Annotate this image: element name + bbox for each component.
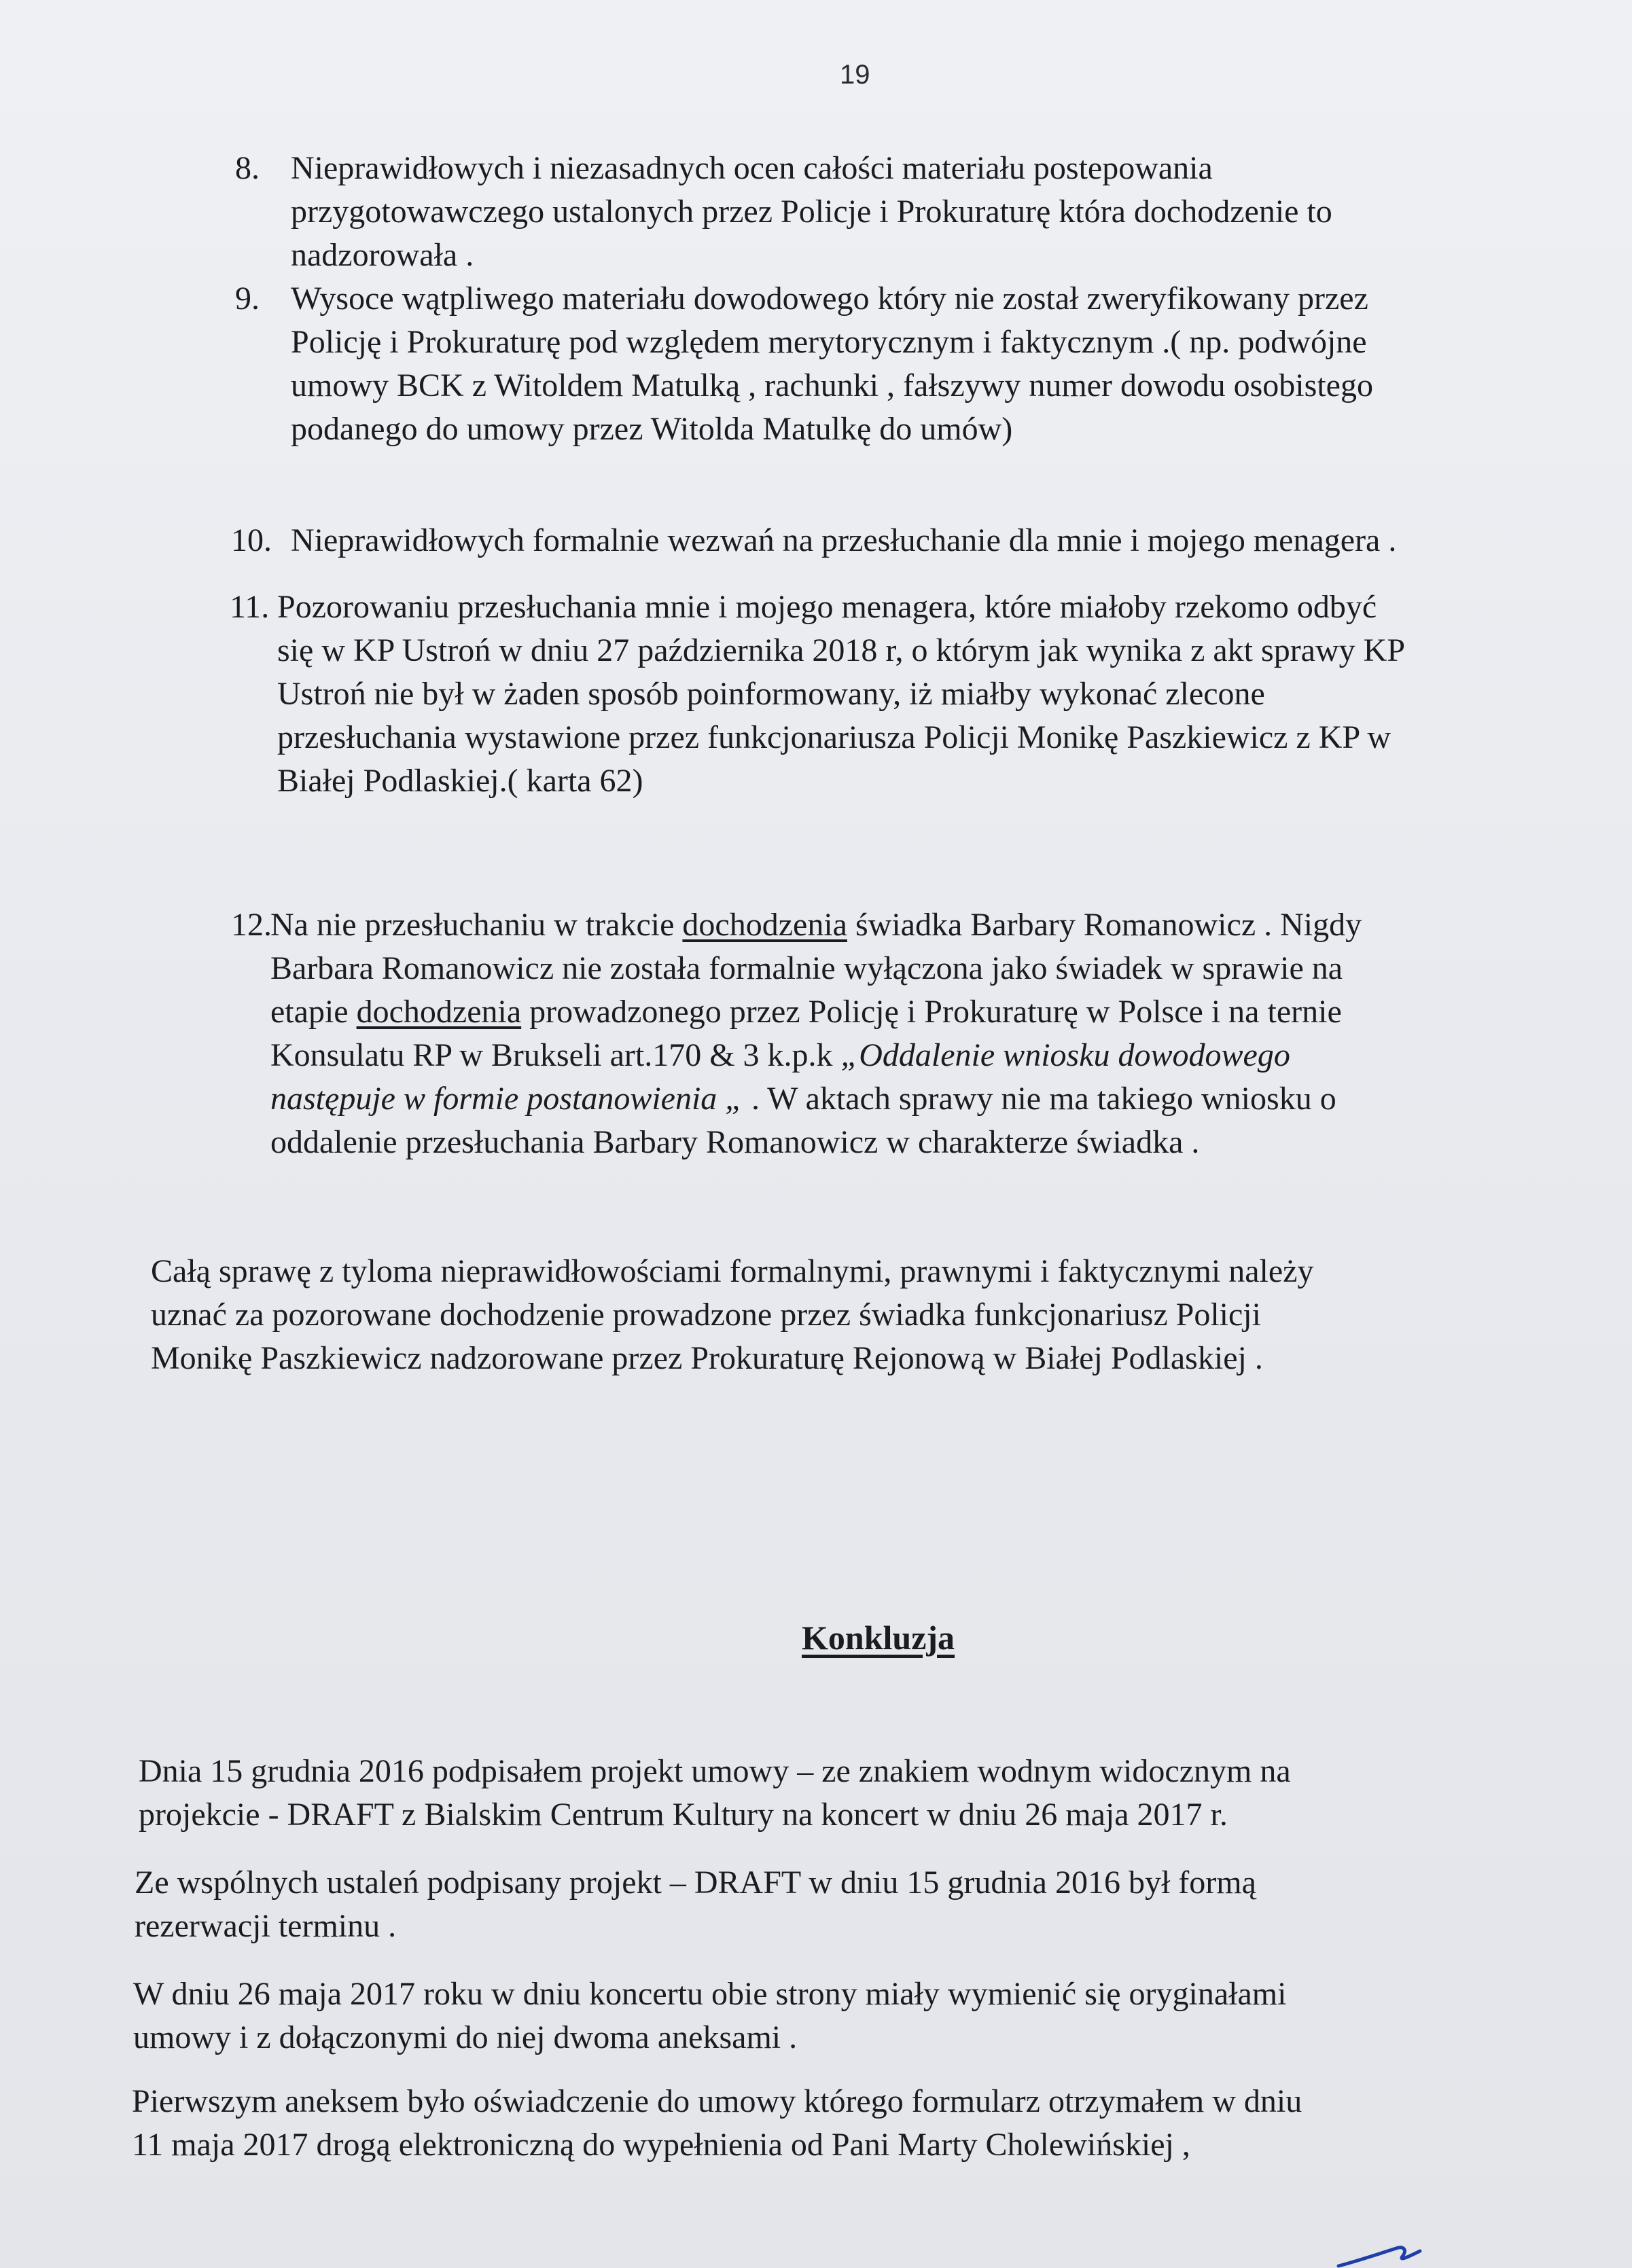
text-line: Policję i Prokuraturę pod względem merytorycznym i faktycznym .( np. podwójne [291,324,1367,360]
text-line: umowy i z dołączonymi do niej dwoma aneksami . [133,2019,798,2055]
text-line: Konsulatu RP w Brukseli art.170 & 3 k.p.k „Oddalenie wniosku dowodowego [270,1037,1290,1073]
list-item-11 [230,586,1521,810]
list-item-number: 9. [235,281,260,317]
text-line: przygotowawczego ustalonych przez Policje i Prokuraturę która dochodzenie to [291,194,1332,230]
text-line: W dniu 26 maja 2017 roku w dniu koncertu obie strony miały wymienić się oryginałami [133,1976,1287,2012]
conclusion-paragraph-4 [132,2080,1593,2167]
text-line: oddalenie przesłuchania Barbary Romanowicz w charakterze świadka . [270,1124,1200,1160]
list-item-text [277,586,1405,803]
list-item-text [270,903,1362,1164]
list-item-text [291,519,1396,562]
signature-mark [1332,2242,1427,2268]
text-line: Ustroń nie był w żaden sposób poinformowany, iż miałby wykonać zlecone [277,676,1265,712]
text-line: Ze wspólnych ustaleń podpisany projekt – DRAFT w dniu 15 grudnia 2016 był formą [135,1865,1256,1901]
list-item-text [291,277,1373,451]
text-line: Dnia 15 grudnia 2016 podpisałem projekt umowy – ze znakiem wodnym widocznym na [139,1753,1291,1789]
text-line: 11 maja 2017 drogą elektroniczną do wypełnienia od Pani Marty Cholewińskiej , [132,2127,1190,2163]
text-line: etapie dochodzenia prowadzonego przez Policję i Prokuraturę w Polsce i na ternie [270,994,1342,1030]
text-line: rezerwacji terminu . [135,1908,397,1944]
text-line: uznać za pozorowane dochodzenie prowadzone przez świadka funkcjonariusz Policji [151,1297,1261,1333]
list-item-12 [231,903,1522,1175]
text-line: Barbara Romanowicz nie została formalnie wyłączona jako świadek w sprawie na [270,950,1343,986]
text-line: Białej Podlaskiej.( karta 62) [277,763,643,799]
text-line: podanego do umowy przez Witolda Matulkę do umów) [291,411,1013,447]
conclusion-paragraph-2 [135,1861,1561,1948]
text-line: Wysoce wątpliwego materiału dowodowego który nie został zweryfikowany przez [291,281,1368,317]
text-line: Na nie przesłuchaniu w trakcie dochodzenia świadka Barbary Romanowicz . Nigdy [270,907,1362,943]
list-item-number: 10. [231,522,272,558]
text-line: umowy BCK z Witoldem Matulką , rachunki , fałszywy numer dowodu osobistego [291,367,1373,403]
text-line: Pozorowaniu przesłuchania mnie i mojego menagera, które miałoby rzekomo odbyć [277,589,1377,625]
text-line: Pierwszym aneksem było oświadczenie do umowy którego formularz otrzymałem w dniu [132,2083,1302,2119]
text-line: nadzorowała . [291,237,474,273]
page-number: 19 [840,60,870,90]
list-item-number: 8. [235,150,260,186]
text-line: Całą sprawę z tyloma nieprawidłowościami formalnymi, prawnymi i faktycznymi należy [151,1253,1314,1289]
conclusion-paragraph-3 [133,1973,1560,2059]
list-item-8 [235,147,1526,283]
text-line: Monikę Paszkiewicz nadzorowane przez Prokuraturę Rejonową w Białej Podlaskiej . [151,1340,1263,1376]
text-line: Nieprawidłowych formalnie wezwań na przesłuchanie dla mnie i mojego menagera . [291,522,1397,558]
section-heading: Konkluzja [802,1619,955,1657]
list-item-9 [235,277,1526,461]
list-item-number: 11. [230,589,270,625]
text-line: Nieprawidłowych i niezasadnych ocen całości materiału postepowania [291,150,1213,186]
text-line: się w KP Ustroń w dniu 27 października 2018 r, o którym jak wynika z akt sprawy KP [277,632,1406,668]
list-item-10 [231,519,1522,566]
list-item-number: 12. [231,907,272,943]
text-line: projekcie - DRAFT z Bialskim Centrum Kultury na koncert w dniu 26 maja 2017 r. [139,1797,1228,1833]
text-line: przesłuchania wystawione przez funkcjonariusza Policji Monikę Paszkiewicz z KP w [277,719,1391,755]
list-item-text [291,147,1332,277]
text-line: następuje w formie postanowienia „ . W aktach sprawy nie ma takiego wniosku o [270,1081,1336,1117]
conclusion-paragraph-1 [139,1750,1565,1837]
summary-paragraph [151,1250,1510,1380]
